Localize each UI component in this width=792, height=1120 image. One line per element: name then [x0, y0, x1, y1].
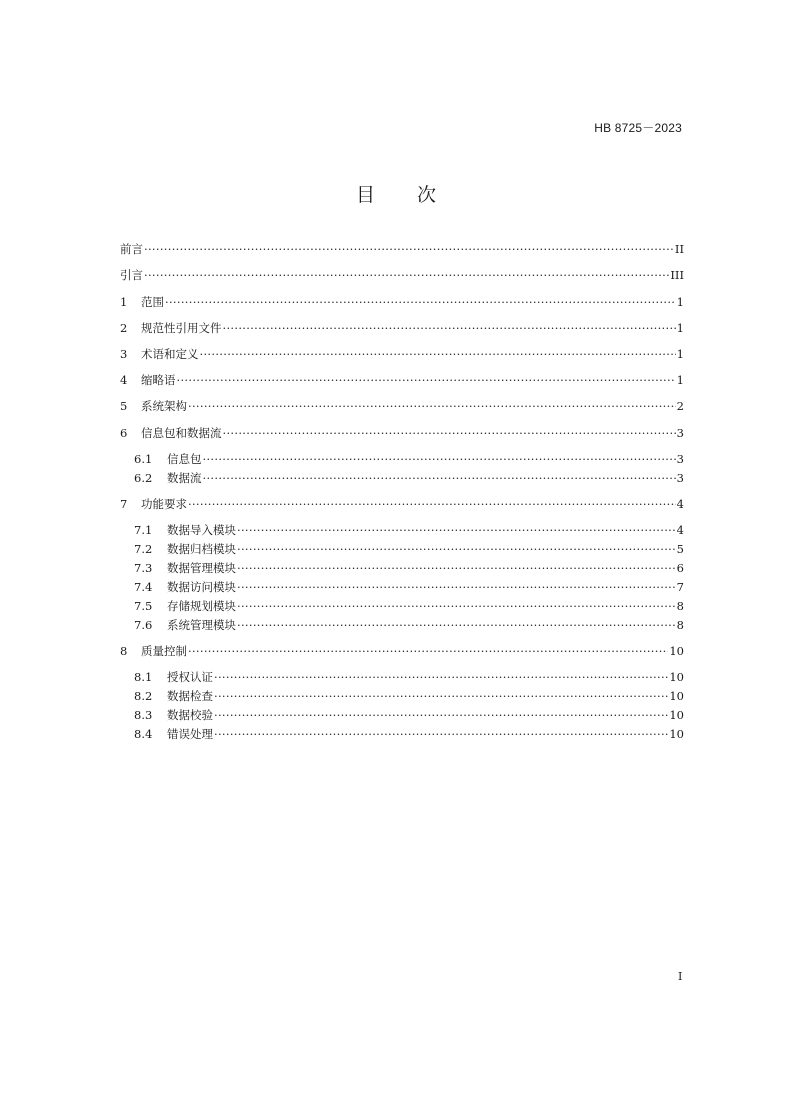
- toc-entry-label: 缩略语: [141, 373, 176, 387]
- toc-entry-number: 7.2: [134, 542, 153, 556]
- toc-entry-page: 8: [676, 599, 684, 613]
- toc-entry-page: 10: [669, 689, 684, 703]
- toc-entry-page: 3: [676, 426, 684, 440]
- toc-entry-label: 数据流: [167, 471, 202, 485]
- toc-entry-page: 3: [676, 471, 684, 485]
- toc-entry-label: 数据归档模块: [167, 542, 236, 556]
- dot-leader: [203, 470, 676, 486]
- toc-entry-label: 授权认证: [167, 670, 213, 684]
- toc-entry-page: 8: [676, 618, 684, 632]
- toc-entry-number: 8.3: [134, 708, 153, 722]
- toc-entry-page: 4: [676, 497, 684, 511]
- toc-entry-number: 8.2: [134, 689, 153, 703]
- toc-entry-8-4[interactable]: [134, 726, 684, 742]
- toc-entry-page: 1: [676, 347, 684, 361]
- toc-entry-number: 7.5: [134, 599, 153, 613]
- toc-entry-label: 数据导入模块: [167, 523, 236, 537]
- toc-entry-number: 7.6: [134, 618, 153, 632]
- toc-entry-label: 范围: [141, 295, 164, 309]
- toc-entry-page: III: [670, 268, 684, 282]
- toc-entry-number: 2: [120, 321, 128, 335]
- toc-entry-4[interactable]: [120, 372, 684, 388]
- toc-entry-page: 7: [676, 580, 684, 594]
- toc-entry-number: 8.4: [134, 727, 153, 741]
- toc-entry-7-6[interactable]: [134, 617, 684, 633]
- dot-leader: [200, 346, 676, 362]
- toc-entry-number: 1: [120, 295, 128, 309]
- toc-entry-label: 数据管理模块: [167, 561, 236, 575]
- toc-entry-label: 引言: [120, 268, 143, 282]
- dot-leader: [237, 598, 676, 614]
- toc-entry-label: 系统架构: [141, 399, 187, 413]
- toc-entry-number: 7: [120, 497, 128, 511]
- toc-entry-number: 3: [120, 347, 128, 361]
- toc-entry-number: 5: [120, 399, 128, 413]
- toc-entry-number: 8.1: [134, 670, 153, 684]
- toc-entry-7-3[interactable]: [134, 560, 684, 576]
- dot-leader: [237, 560, 676, 576]
- toc-entry-label: 数据校验: [167, 708, 213, 722]
- toc-entry-page: 10: [669, 708, 684, 722]
- dot-leader: [144, 267, 669, 283]
- toc-entry-8-1[interactable]: [134, 669, 684, 685]
- toc-entry-number: 6: [120, 426, 128, 440]
- dot-leader: [237, 522, 676, 538]
- toc-entry-6-2[interactable]: [134, 470, 684, 486]
- dot-leader: [214, 688, 668, 704]
- toc-entry-7-2[interactable]: [134, 541, 684, 557]
- document-code: HB 8725－2023: [594, 121, 682, 135]
- dot-leader: [144, 241, 674, 257]
- toc-entry-label: 功能要求: [141, 497, 187, 511]
- toc-entry-page: 1: [676, 373, 684, 387]
- toc-entry-page: 10: [669, 644, 684, 658]
- toc-entry-label: 信息包和数据流: [141, 426, 222, 440]
- dot-leader: [237, 541, 676, 557]
- dot-leader: [188, 643, 668, 659]
- dot-leader: [177, 372, 676, 388]
- toc-entry-6-1[interactable]: [134, 451, 684, 467]
- dot-leader: [165, 294, 676, 310]
- page-number: I: [678, 970, 683, 983]
- toc-entry-label: 信息包: [167, 452, 202, 466]
- toc-entry-number: 4: [120, 373, 128, 387]
- toc-entry-7-5[interactable]: [134, 598, 684, 614]
- toc-entry-7[interactable]: [120, 496, 684, 512]
- toc-entry-label: 质量控制: [141, 644, 187, 658]
- toc-entry-page: 10: [669, 727, 684, 741]
- toc-entry-7-1[interactable]: [134, 522, 684, 538]
- dot-leader: [237, 579, 676, 595]
- toc-entry-number: 6.2: [134, 471, 153, 485]
- toc-entry-number: 6.1: [134, 452, 153, 466]
- dot-leader: [188, 496, 676, 512]
- toc-entry-number: 7.4: [134, 580, 153, 594]
- toc-entry-introduction[interactable]: [120, 267, 684, 283]
- toc-entry-7-4[interactable]: [134, 579, 684, 595]
- page-title: [0, 180, 792, 207]
- toc-entry-label: 术语和定义: [141, 347, 199, 361]
- toc-entry-label: 错误处理: [167, 727, 213, 741]
- toc-entry-number: 8: [120, 644, 128, 658]
- toc-entry-5[interactable]: [120, 398, 684, 414]
- title-char-1: 目: [355, 184, 375, 206]
- dot-leader: [214, 726, 668, 742]
- dot-leader: [203, 451, 676, 467]
- dot-leader: [237, 617, 676, 633]
- toc-entry-label: 数据访问模块: [167, 580, 236, 594]
- toc-entry-foreword[interactable]: [120, 241, 684, 257]
- toc-entry-label: 系统管理模块: [167, 618, 236, 632]
- toc-entry-6[interactable]: [120, 425, 684, 441]
- dot-leader: [223, 425, 676, 441]
- toc-entry-label: 数据检查: [167, 689, 213, 703]
- toc-entry-page: 10: [669, 670, 684, 684]
- toc-entry-page: 6: [676, 561, 684, 575]
- dot-leader: [214, 707, 668, 723]
- toc-entry-page: 3: [676, 452, 684, 466]
- toc-entry-label: 规范性引用文件: [141, 321, 222, 335]
- toc-entry-number: 7.1: [134, 523, 153, 537]
- toc-entry-page: 5: [676, 542, 684, 556]
- toc-entry-page: 1: [676, 321, 684, 335]
- toc-entry-label: 存储规划模块: [167, 599, 236, 613]
- title-char-2: 次: [417, 184, 437, 206]
- toc-entry-2[interactable]: [120, 320, 684, 336]
- toc-entry-page: 4: [676, 523, 684, 537]
- toc-entry-8[interactable]: [120, 643, 684, 659]
- toc-entry-page: 1: [676, 295, 684, 309]
- toc-entry-page: 2: [676, 399, 684, 413]
- toc-entry-number: 7.3: [134, 561, 153, 575]
- toc-entry-page: II: [674, 242, 684, 256]
- toc-entry-8-3[interactable]: [134, 707, 684, 723]
- toc-entry-label: 前言: [120, 242, 143, 256]
- toc-entry-1[interactable]: [120, 294, 684, 310]
- dot-leader: [214, 669, 668, 685]
- toc-entry-3[interactable]: [120, 346, 684, 362]
- dot-leader: [223, 320, 676, 336]
- toc-entry-8-2[interactable]: [134, 688, 684, 704]
- dot-leader: [188, 398, 676, 414]
